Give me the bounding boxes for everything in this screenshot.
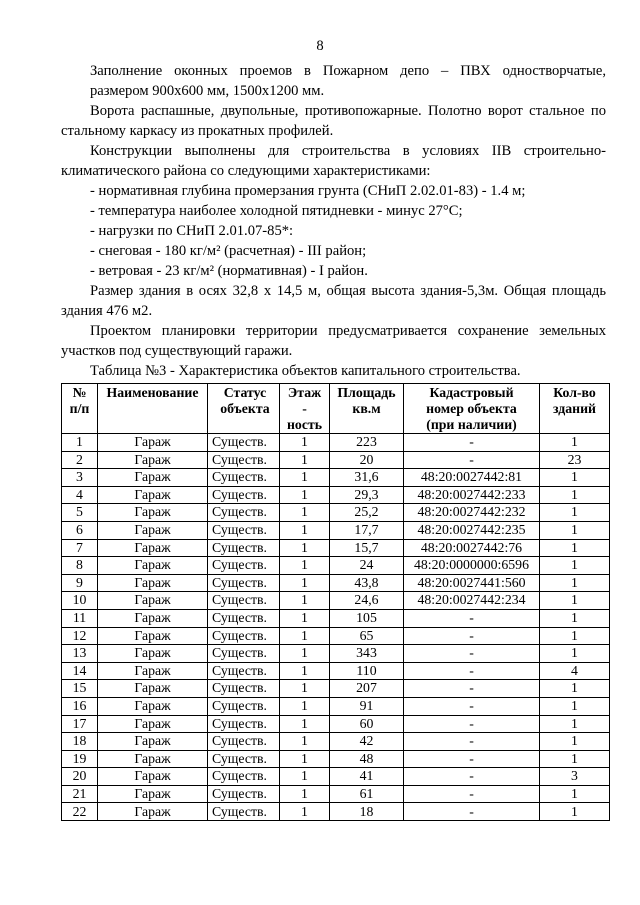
list-item: - ветровая - 23 кг/м² (нормативная) - I район. — [90, 263, 368, 279]
cell-floors: 1 — [280, 539, 330, 557]
cell-floors: 1 — [280, 592, 330, 610]
cell-cadastral: - — [404, 785, 540, 803]
cell-count: 1 — [540, 609, 610, 627]
paragraph-windows-line1: Заполнение оконных проемов в Пожарном депо – ПВХ одностворчатые, — [90, 63, 606, 79]
cell-area: 24,6 — [330, 592, 404, 610]
cell-area: 24 — [330, 557, 404, 575]
cell-count: 23 — [540, 451, 610, 469]
cell-floors: 1 — [280, 645, 330, 663]
cell-cadastral: - — [404, 662, 540, 680]
table-row — [62, 662, 610, 680]
header-area: Площадь кв.м — [330, 384, 404, 434]
objects-table — [61, 383, 610, 821]
cell-name: Гараж — [98, 645, 208, 663]
table-row — [62, 803, 610, 821]
cell-name: Гараж — [98, 785, 208, 803]
cell-cadastral: - — [404, 697, 540, 715]
cell-name: Гараж — [98, 715, 208, 733]
header-status: Статус объекта — [208, 384, 280, 434]
cell-num: 18 — [62, 733, 98, 751]
cell-name: Гараж — [98, 768, 208, 786]
cell-floors: 1 — [280, 504, 330, 522]
cell-status: Существ. — [208, 680, 280, 698]
cell-status: Существ. — [208, 574, 280, 592]
cell-area: 20 — [330, 451, 404, 469]
table-row — [62, 785, 610, 803]
cell-cadastral: - — [404, 733, 540, 751]
cell-count: 1 — [540, 715, 610, 733]
cell-cadastral: 48:20:0027442:235 — [404, 521, 540, 539]
cell-name: Гараж — [98, 539, 208, 557]
cell-cadastral: - — [404, 750, 540, 768]
cell-count: 1 — [540, 486, 610, 504]
table-row — [62, 733, 610, 751]
cell-cadastral: - — [404, 645, 540, 663]
table-row — [62, 521, 610, 539]
cell-name: Гараж — [98, 662, 208, 680]
cell-name: Гараж — [98, 592, 208, 610]
cell-num: 11 — [62, 609, 98, 627]
cell-num: 20 — [62, 768, 98, 786]
cell-cadastral: 48:20:0027441:560 — [404, 574, 540, 592]
cell-floors: 1 — [280, 521, 330, 539]
cell-count: 1 — [540, 803, 610, 821]
cell-status: Существ. — [208, 504, 280, 522]
cell-status: Существ. — [208, 609, 280, 627]
cell-count: 1 — [540, 557, 610, 575]
list-item: - нагрузки по СНиП 2.01.07-85*: — [90, 223, 294, 239]
cell-floors: 1 — [280, 715, 330, 733]
cell-area: 91 — [330, 697, 404, 715]
cell-floors: 1 — [280, 486, 330, 504]
cell-name: Гараж — [98, 680, 208, 698]
cell-area: 15,7 — [330, 539, 404, 557]
cell-area: 17,7 — [330, 521, 404, 539]
cell-floors: 1 — [280, 451, 330, 469]
list-item: - нормативная глубина промерзания грунта (СНиП 2.02.01-83) - 1.4 м; — [90, 183, 526, 199]
cell-cadastral: - — [404, 715, 540, 733]
cell-count: 1 — [540, 750, 610, 768]
cell-cadastral: 48:20:0027442:81 — [404, 469, 540, 487]
cell-floors: 1 — [280, 733, 330, 751]
cell-num: 1 — [62, 434, 98, 452]
list-item: - температура наиболее холодной пятидневки - минус 27°С; — [90, 203, 463, 219]
cell-num: 19 — [62, 750, 98, 768]
cell-num: 12 — [62, 627, 98, 645]
cell-num: 2 — [62, 451, 98, 469]
paragraph-building-size: Размер здания в осях 32,8 х 14,5 м, общая высота здания-5,3м. Общая площадь здания 476 м2. — [61, 283, 606, 319]
cell-cadastral: 48:20:0027442:234 — [404, 592, 540, 610]
body-text — [61, 61, 606, 381]
cell-num: 3 — [62, 469, 98, 487]
cell-count: 4 — [540, 662, 610, 680]
cell-num: 16 — [62, 697, 98, 715]
cell-num: 7 — [62, 539, 98, 557]
cell-name: Гараж — [98, 504, 208, 522]
cell-status: Существ. — [208, 539, 280, 557]
cell-cadastral: - — [404, 768, 540, 786]
cell-name: Гараж — [98, 750, 208, 768]
cell-count: 1 — [540, 504, 610, 522]
cell-num: 5 — [62, 504, 98, 522]
table-row — [62, 768, 610, 786]
page-number: 8 — [316, 38, 324, 54]
cell-area: 105 — [330, 609, 404, 627]
cell-area: 60 — [330, 715, 404, 733]
cell-name: Гараж — [98, 803, 208, 821]
paragraph-gates: Ворота распашные, двупольные, противопожарные. Полотно ворот стальное по стальному каркасу из прокатных профилей. — [61, 103, 606, 139]
cell-status: Существ. — [208, 645, 280, 663]
cell-area: 31,6 — [330, 469, 404, 487]
table-row — [62, 504, 610, 522]
cell-cadastral: - — [404, 434, 540, 452]
cell-name: Гараж — [98, 609, 208, 627]
cell-area: 18 — [330, 803, 404, 821]
cell-name: Гараж — [98, 486, 208, 504]
header-name: Наименование — [98, 384, 208, 434]
cell-floors: 1 — [280, 680, 330, 698]
cell-num: 15 — [62, 680, 98, 698]
cell-cadastral: - — [404, 627, 540, 645]
cell-floors: 1 — [280, 434, 330, 452]
cell-area: 42 — [330, 733, 404, 751]
table-row — [62, 697, 610, 715]
cell-status: Существ. — [208, 697, 280, 715]
cell-num: 14 — [62, 662, 98, 680]
cell-count: 1 — [540, 574, 610, 592]
cell-area: 43,8 — [330, 574, 404, 592]
table-row — [62, 750, 610, 768]
table-row — [62, 451, 610, 469]
cell-cadastral: - — [404, 680, 540, 698]
cell-num: 13 — [62, 645, 98, 663]
cell-cadastral: - — [404, 803, 540, 821]
table-row — [62, 539, 610, 557]
header-floors: Этаж - ность — [280, 384, 330, 434]
cell-num: 4 — [62, 486, 98, 504]
cell-name: Гараж — [98, 434, 208, 452]
cell-status: Существ. — [208, 803, 280, 821]
cell-status: Существ. — [208, 486, 280, 504]
paragraph-construction: Конструкции выполнены для строительства в условиях IIВ строительно-климатического района со следующими характеристиками: — [61, 143, 606, 179]
cell-num: 17 — [62, 715, 98, 733]
cell-count: 1 — [540, 434, 610, 452]
table-row — [62, 557, 610, 575]
cell-count: 1 — [540, 680, 610, 698]
cell-status: Существ. — [208, 750, 280, 768]
cell-floors: 1 — [280, 609, 330, 627]
cell-area: 41 — [330, 768, 404, 786]
cell-area: 223 — [330, 434, 404, 452]
list-item: - снеговая - 180 кг/м² (расчетная) - III район; — [90, 243, 367, 259]
table-row — [62, 715, 610, 733]
cell-status: Существ. — [208, 662, 280, 680]
cell-cadastral: 48:20:0000000:6596 — [404, 557, 540, 575]
header-count: Кол-во зданий — [540, 384, 610, 434]
table-row — [62, 680, 610, 698]
table-row — [62, 574, 610, 592]
cell-floors: 1 — [280, 627, 330, 645]
cell-num: 6 — [62, 521, 98, 539]
cell-num: 21 — [62, 785, 98, 803]
cell-area: 48 — [330, 750, 404, 768]
cell-count: 1 — [540, 697, 610, 715]
cell-floors: 1 — [280, 750, 330, 768]
paragraph-planning: Проектом планировки территории предусматривается сохранение земельных участков под существующий гаражи. — [61, 323, 606, 359]
table-row — [62, 434, 610, 452]
cell-area: 61 — [330, 785, 404, 803]
cell-count: 1 — [540, 785, 610, 803]
cell-floors: 1 — [280, 785, 330, 803]
cell-status: Существ. — [208, 521, 280, 539]
cell-status: Существ. — [208, 469, 280, 487]
cell-name: Гараж — [98, 451, 208, 469]
cell-status: Существ. — [208, 627, 280, 645]
table-row — [62, 627, 610, 645]
table-row — [62, 486, 610, 504]
cell-cadastral: - — [404, 609, 540, 627]
cell-area: 29,3 — [330, 486, 404, 504]
cell-status: Существ. — [208, 557, 280, 575]
table-title: Таблица №3 - Характеристика объектов капитального строительства. — [90, 363, 521, 379]
cell-area: 25,2 — [330, 504, 404, 522]
table-body — [62, 434, 610, 821]
cell-area: 110 — [330, 662, 404, 680]
cell-area: 207 — [330, 680, 404, 698]
cell-count: 1 — [540, 539, 610, 557]
cell-num: 9 — [62, 574, 98, 592]
header-num: № п/п — [62, 384, 98, 434]
cell-num: 22 — [62, 803, 98, 821]
cell-status: Существ. — [208, 592, 280, 610]
cell-floors: 1 — [280, 768, 330, 786]
cell-count: 3 — [540, 768, 610, 786]
cell-num: 8 — [62, 557, 98, 575]
cell-count: 1 — [540, 733, 610, 751]
cell-status: Существ. — [208, 733, 280, 751]
cell-name: Гараж — [98, 521, 208, 539]
cell-status: Существ. — [208, 434, 280, 452]
cell-floors: 1 — [280, 557, 330, 575]
header-cadastral: Кадастровый номер объекта (при наличии) — [404, 384, 540, 434]
cell-floors: 1 — [280, 574, 330, 592]
cell-name: Гараж — [98, 557, 208, 575]
cell-name: Гараж — [98, 574, 208, 592]
cell-cadastral: 48:20:0027442:76 — [404, 539, 540, 557]
paragraph-windows-line2: размером 900х600 мм, 1500х1200 мм. — [90, 83, 325, 99]
cell-num: 10 — [62, 592, 98, 610]
cell-name: Гараж — [98, 733, 208, 751]
cell-status: Существ. — [208, 451, 280, 469]
cell-count: 1 — [540, 469, 610, 487]
cell-cadastral: - — [404, 451, 540, 469]
table-header-row — [62, 384, 610, 434]
cell-area: 343 — [330, 645, 404, 663]
cell-floors: 1 — [280, 697, 330, 715]
cell-status: Существ. — [208, 715, 280, 733]
cell-area: 65 — [330, 627, 404, 645]
cell-name: Гараж — [98, 697, 208, 715]
cell-floors: 1 — [280, 803, 330, 821]
cell-count: 1 — [540, 645, 610, 663]
cell-count: 1 — [540, 592, 610, 610]
cell-name: Гараж — [98, 469, 208, 487]
cell-name: Гараж — [98, 627, 208, 645]
cell-status: Существ. — [208, 785, 280, 803]
table-row — [62, 645, 610, 663]
table-row — [62, 609, 610, 627]
cell-status: Существ. — [208, 768, 280, 786]
cell-cadastral: 48:20:0027442:233 — [404, 486, 540, 504]
cell-count: 1 — [540, 521, 610, 539]
cell-cadastral: 48:20:0027442:232 — [404, 504, 540, 522]
table-row — [62, 469, 610, 487]
cell-floors: 1 — [280, 469, 330, 487]
cell-floors: 1 — [280, 662, 330, 680]
cell-count: 1 — [540, 627, 610, 645]
table-row — [62, 592, 610, 610]
